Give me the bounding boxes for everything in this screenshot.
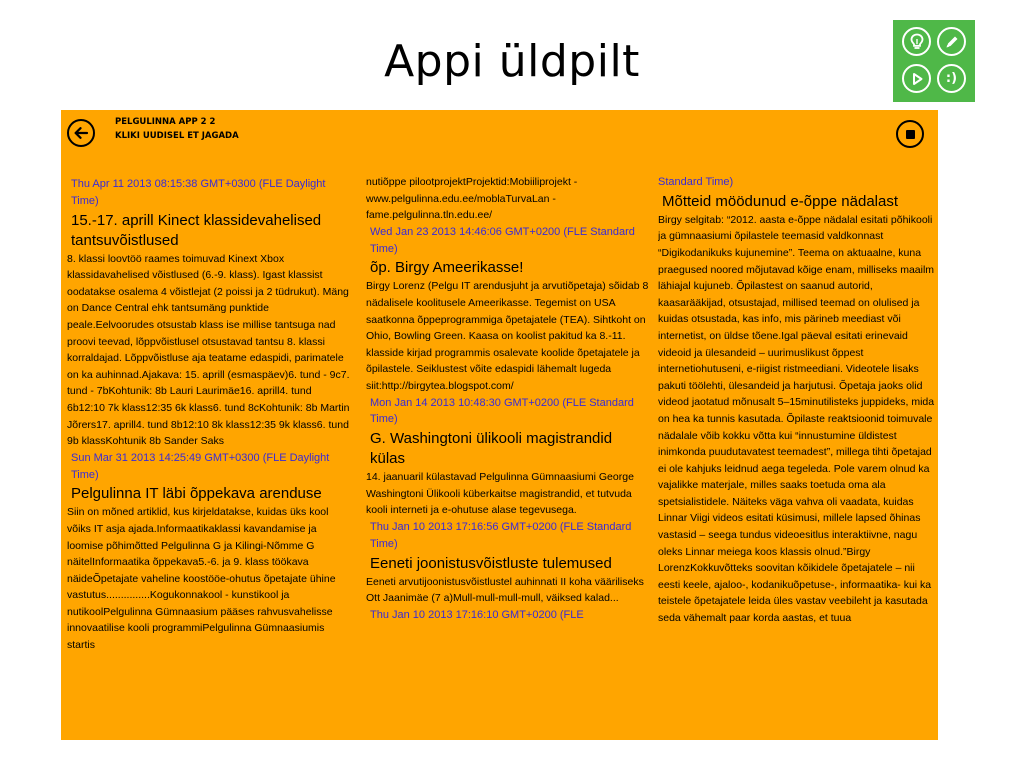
news-item[interactable] xyxy=(366,395,649,519)
smiley-icon[interactable]: :) xyxy=(937,64,966,93)
news-body: Eeneti arvutijoonistusvõistlustel auhinnati II koha vääriliseks Ott Jaanimäe (7 a)Mull-mull-mull-mull, väiksed kalad... xyxy=(366,575,644,605)
news-title: Mõtteid möödunud e-õppe nädalast xyxy=(662,192,899,210)
app-name: PELGULINNA APP 2 2 xyxy=(115,117,216,127)
news-item[interactable] xyxy=(67,176,351,450)
news-title: G. Washingtoni ülikooli magistrandid külas xyxy=(370,430,613,468)
news-column-3 xyxy=(658,174,938,738)
news-date: Sun Mar 31 2013 14:25:49 GMT+0300 (FLE Daylight Time) xyxy=(71,451,330,481)
lightbulb-icon[interactable] xyxy=(902,27,931,56)
news-item[interactable] xyxy=(366,607,649,624)
news-column-1 xyxy=(67,176,351,740)
app-badge xyxy=(893,20,975,102)
news-body: Birgy Lorenz (Pelgu IT arendusjuht ja arvutiõpetaja) sõidab 8 nädalisele koolitusele Ameerikasse. Tegemist on USA saatkonna õppeprogrammiga õpetajatele (TEA). Sihtkoht on Ohio, Bowling Green. Kaasa on koolist pakitud ka 8.-11. klasside kirjad programmis osalevate koolide õpetajatele ja õpilastele. Seiklustest võite edaspidi lähemalt lugeda siit:http://birgytea.blogspot.com/ xyxy=(366,280,649,392)
slide-title: Appi üldpilt xyxy=(384,36,640,87)
news-body-continued[interactable]: nutiõppe pilootprojektProjektid:Mobiiliprojekt - www.pelgulinna.edu.ee/moblaTurvaLan - fame.pelgulinna.tln.edu.ee/ xyxy=(366,176,578,222)
app-subtitle: KLIKI UUDISEL ET JAGADA xyxy=(115,131,239,141)
news-body: 14. jaanuaril külastavad Pelgulinna Gümnaasiumi George Washingtoni Ülikooli küberkaitse magistrandid, et tutvuda kooli interneti ja e-ohutuse alase tegevusega. xyxy=(366,471,634,517)
news-column-2 xyxy=(366,174,649,738)
news-date: Thu Apr 11 2013 08:15:38 GMT+0300 (FLE Daylight Time) xyxy=(71,178,326,207)
news-date: Standard Time) xyxy=(658,176,734,188)
news-item[interactable] xyxy=(658,174,938,627)
news-item[interactable] xyxy=(366,519,649,607)
pencil-icon[interactable] xyxy=(937,27,966,56)
play-icon[interactable] xyxy=(902,64,931,93)
app-window xyxy=(61,110,938,740)
news-title: 15.-17. aprill Kinect klassidevahelised tantsuvõistlused xyxy=(71,211,322,249)
news-title: Pelgulinna IT läbi õppekava arenduse xyxy=(71,485,322,503)
news-body: 8. klassi loovtöö raames toimuvad Kinext Xbox klassidavahelised võistlused (6.-9. klass). Igast klassist oodatakse osalema 4 võistlejat (2 poissi ja 2 tüdrukut). Mäng on Dance Central ehk tantsumäng punktide peale.Eelvoorudes otsustab klass ise millise tantsuga nad proovi teevad, lõppvõistlusel otsustavad tantsu 8. klassi korraldajad. Lõppvõistluse aja teatame edaspidi, parimatele on ka auhinnad.Ajakava: 15. aprill (esmaspäev)6. tund - 9c7. tund - 7bKohtunik: 8b Lauri Laurimäe16. aprill4. tund 6b12:10 7k klass12:35 6k klass6. tund 8cKohtunik: 8b Martin Jõrers17. aprill4. tund 8b12:10 8k klass12:35 9k klass6. tund 9b klassKohtunik 8b Sander Saks xyxy=(67,252,350,448)
news-date: Wed Jan 23 2013 14:46:06 GMT+0200 (FLE Standard Time) xyxy=(370,225,635,255)
stop-icon[interactable] xyxy=(896,120,924,148)
news-body: Birgy selgitab: “2012. aasta e-õppe nädalal esitati põhikooli ja gümnaasiumi õpilastele teemasid valdkonnast “Digikodanikuks kujunemine”. Teema on aktuaalne, kuna praegused noored mõjutavad kõige enam, milliseks maailm lähiajal kujuneb. Õpilastest on saanud autorid, kaasarääkijad, otsustajad, millised teemad on olulised ja kuidas otsustada, kas info, mis pärineb meediast või internetist, on üldse tõene.Igal päeval esitati erinevaid videoid ja ülesandeid – uurimuslikust õppest internetiohutuseni, e-riigist ristmeediani. Videotele lisaks pakuti töölehti, ülesandeid ja harjutusi. Õpetaja jaoks olid videod jaotatud mõnusalt 5–15minutilisteks juppideks, mida on hea ka tunnis kasutada. Õpilaste reaktsioonid toimuvale nädalale võib kokku võtta kui “innustumine üldistest inimkonda puudutavatest teemadest”, millega tihti õpetajad ei ole kahjuks leidnud aega tegeleda. Pole varem olnud ka vajalikke materjale, milles saaks toetuda oma ala spetsialistidele. Näiteks väga vahva oli vaadata, kuidas Linnar Viigi videos esitati küsimusi, millele lapsed õhinas vastasid – seega tundus videoesitlus interaktiivne, nagu oleks Linnar meiega koos klassis olnud.”Birgy LorenzKokkuvõtteks soovitan kõikidele õpetajatele – nii eesti keele, ajaloo-, kodanikuõpetuse-, informaatika- kui ka teistele õpetajatele leida üles vastav veebileht ja kasutada seda vähemalt paar korda aastas, et tuua xyxy=(658,213,935,625)
back-arrow-icon[interactable] xyxy=(67,119,95,147)
news-date: Mon Jan 14 2013 10:48:30 GMT+0200 (FLE Standard Time) xyxy=(370,396,634,426)
app-header xyxy=(115,115,239,143)
news-item[interactable] xyxy=(67,450,351,654)
news-date: Thu Jan 10 2013 17:16:10 GMT+0200 (FLE xyxy=(370,608,584,621)
news-title: õp. Birgy Ameerikasse! xyxy=(370,259,524,277)
news-title: Eeneti joonistusvõistluste tulemused xyxy=(370,554,612,572)
news-body: Siin on mõned artiklid, kus kirjeldatakse, kuidas üks kool võiks IT asja ajada.Informaatikaklassi kavandamise ja loomise põhimõtted Pelgulinna G ja Kilingi-Nõmme G näitelInformaatika õppekava5.-6. ja 9. klass töökava näideÕpetajate vaheline koostööe-ohutus õpetajate ühine vastutus...............Kogukonnakool - kunstikool ja nutikoolPelgulinna Gümnaasium pääses rahvusvahelisse innovaatilise kooli programmiPelgulinna Gümnaasiumis startis xyxy=(67,506,336,652)
news-date: Thu Jan 10 2013 17:16:56 GMT+0200 (FLE Standard Time) xyxy=(370,520,632,550)
news-item[interactable] xyxy=(366,224,649,395)
